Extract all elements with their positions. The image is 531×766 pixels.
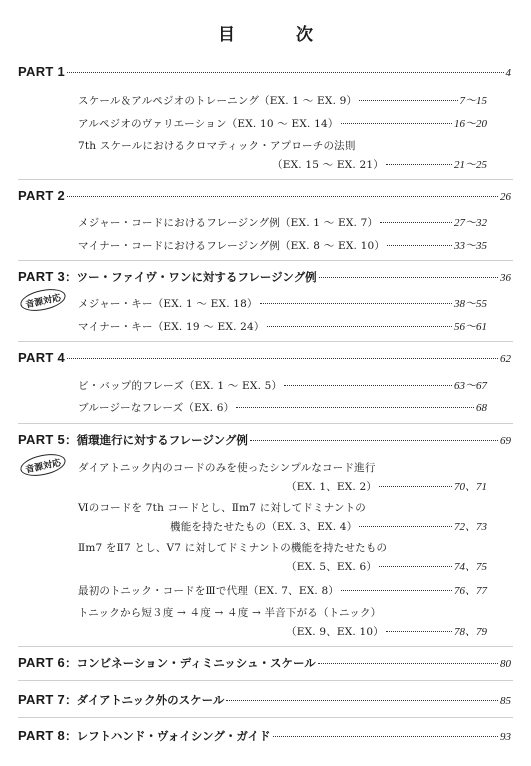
section-divider [18, 179, 513, 180]
toc-part-3[interactable] [18, 269, 511, 285]
entry-text: マイナー・キー（EX. 19 ～ EX. 24） [78, 321, 265, 333]
toc-entry[interactable] [78, 214, 487, 230]
toc-entry[interactable] [78, 318, 487, 334]
page-number: 56～61 [454, 321, 487, 333]
audio-badge: 音源対応 [18, 285, 67, 314]
dot-leader [318, 663, 498, 664]
dot-leader [319, 277, 498, 278]
entry-text: メジャー・キー（EX. 1 ～ EX. 18） [78, 298, 258, 310]
entry-text: ブルージーなフレーズ（EX. 6） [78, 402, 235, 414]
page-number: 62 [500, 353, 511, 365]
toc-entry[interactable] [78, 582, 487, 598]
part-label: PART 1 [18, 64, 66, 79]
entry-text: （EX. 9、EX. 10） [286, 626, 384, 638]
toc-entry[interactable] [78, 295, 487, 311]
dot-leader [67, 196, 498, 197]
page-number: 80 [500, 658, 511, 670]
dot-leader [379, 486, 452, 487]
toc-entry-continuation[interactable] [170, 518, 487, 534]
toc-part-7[interactable] [18, 692, 511, 708]
entry-text: マイナー・コードにおけるフレージング例（EX. 8 ～ EX. 10） [78, 240, 386, 252]
dot-leader [380, 222, 452, 223]
part-label: PART 6 [18, 655, 66, 670]
page-number: 72、73 [454, 521, 487, 533]
dot-leader [250, 440, 498, 441]
toc-entry[interactable] [78, 115, 487, 131]
toc-entry-continuation[interactable] [286, 478, 487, 494]
toc-part-1[interactable] [18, 64, 511, 79]
page-number: 85 [500, 695, 511, 707]
section-divider [18, 341, 513, 342]
page-title: 目 次 [218, 25, 335, 45]
dot-leader [386, 164, 452, 165]
entry-text: （EX. 5、EX. 6） [286, 561, 378, 573]
part-label: PART 2 [18, 188, 66, 203]
dot-leader [341, 590, 452, 591]
page-number: 7～15 [459, 95, 487, 107]
section-divider [18, 260, 513, 261]
dot-leader [379, 566, 452, 567]
toc-entry-continuation[interactable] [272, 156, 487, 172]
page-number: 69 [500, 435, 511, 447]
dot-leader [67, 358, 498, 359]
part-subtitle: ：コンビネーション・ディミニッシュ・スケール [65, 656, 316, 670]
toc-entry-text[interactable]: Ⅱm7 をⅡ7 とし、Ⅴ7 に対してドミナントの機能を持たせたもの [78, 542, 388, 554]
page-number: 4 [505, 67, 511, 79]
entry-text: ビ・バップ的フレーズ（EX. 1 ～ EX. 5） [78, 380, 283, 392]
part-label: PART 3 [18, 269, 66, 284]
page-number: 74、75 [454, 561, 487, 573]
entry-text: 機能を持たせたもの（EX. 3、EX. 4） [170, 521, 358, 533]
entry-text: スケール＆アルペジオのトレーニング（EX. 1 ～ EX. 9） [78, 95, 358, 107]
page-number: 78、79 [454, 626, 487, 638]
toc-part-5[interactable] [18, 432, 511, 448]
page-number: 63～67 [454, 380, 487, 392]
part-subtitle: ：ダイアトニック外のスケール [65, 693, 225, 707]
page-number: 26 [500, 191, 511, 203]
page-number: 33～35 [454, 240, 487, 252]
part-label: PART 8 [18, 728, 66, 743]
dot-leader [386, 631, 452, 632]
page-number: 68 [476, 402, 487, 414]
section-divider [18, 717, 513, 718]
toc-part-8[interactable] [18, 728, 511, 744]
entry-text: （EX. 1、EX. 2） [286, 481, 378, 493]
dot-leader [341, 123, 452, 124]
toc-part-2[interactable] [18, 188, 511, 203]
section-divider [18, 423, 513, 424]
section-divider [18, 646, 513, 647]
page-number: 76、77 [454, 585, 487, 597]
toc-entry[interactable] [78, 92, 487, 108]
dot-leader [67, 72, 503, 73]
dot-leader [260, 303, 452, 304]
toc-entry-text[interactable]: Ⅵのコードを 7th コードとし、Ⅱm7 に対してドミナントの [78, 502, 366, 514]
section-divider [18, 680, 513, 681]
toc-part-4[interactable] [18, 350, 511, 365]
part-label: PART 5 [18, 432, 66, 447]
toc-entry-continuation[interactable] [286, 623, 487, 639]
page-number: 27～32 [454, 217, 487, 229]
toc-entry-text[interactable]: 7th スケールにおけるクロマティック・アプローチの法則 [78, 140, 356, 152]
page-number: 70、71 [454, 481, 487, 493]
page-number: 36 [500, 272, 511, 284]
dot-leader [226, 700, 498, 701]
dot-leader [284, 385, 452, 386]
part-subtitle: ：循環進行に対するフレージング例 [65, 433, 248, 447]
part-subtitle: ：ツー・ファイヴ・ワンに対するフレージング例 [65, 270, 317, 284]
entry-text: メジャー・コードにおけるフレージング例（EX. 1 ～ EX. 7） [78, 217, 379, 229]
part-label: PART 7 [18, 692, 66, 707]
toc-entry[interactable] [78, 237, 487, 253]
part-label: PART 4 [18, 350, 66, 365]
entry-text: 最初のトニック・コードをⅢで代理（EX. 7、EX. 8） [78, 585, 340, 597]
audio-badge: 音源対応 [18, 450, 67, 479]
dot-leader [359, 100, 457, 101]
toc-entry-continuation[interactable] [286, 558, 487, 574]
entry-text: （EX. 15 ～ EX. 21） [272, 159, 384, 171]
page-number: 93 [500, 731, 511, 743]
dot-leader [359, 526, 452, 527]
toc-entry-text[interactable]: ダイアトニック内のコードのみを使ったシンプルなコード進行 [78, 462, 376, 474]
entry-text: アルペジオのヴァリエーション（EX. 10 ～ EX. 14） [78, 118, 339, 130]
part-subtitle: ：レフトハンド・ヴォイシング・ガイド [65, 729, 271, 743]
page-number: 38～55 [454, 298, 487, 310]
toc-entry[interactable] [78, 400, 487, 415]
dot-leader [273, 736, 498, 737]
toc-part-6[interactable] [18, 655, 511, 671]
page-number: 16～20 [454, 118, 487, 130]
toc-entry-text[interactable]: トニックから短３度 → ４度 → ４度 → 半音下がる（トニック） [78, 607, 382, 619]
page-number: 21～25 [454, 159, 487, 171]
dot-leader [387, 245, 452, 246]
toc-entry[interactable] [78, 377, 487, 393]
dot-leader [236, 407, 474, 408]
dot-leader [267, 326, 452, 327]
